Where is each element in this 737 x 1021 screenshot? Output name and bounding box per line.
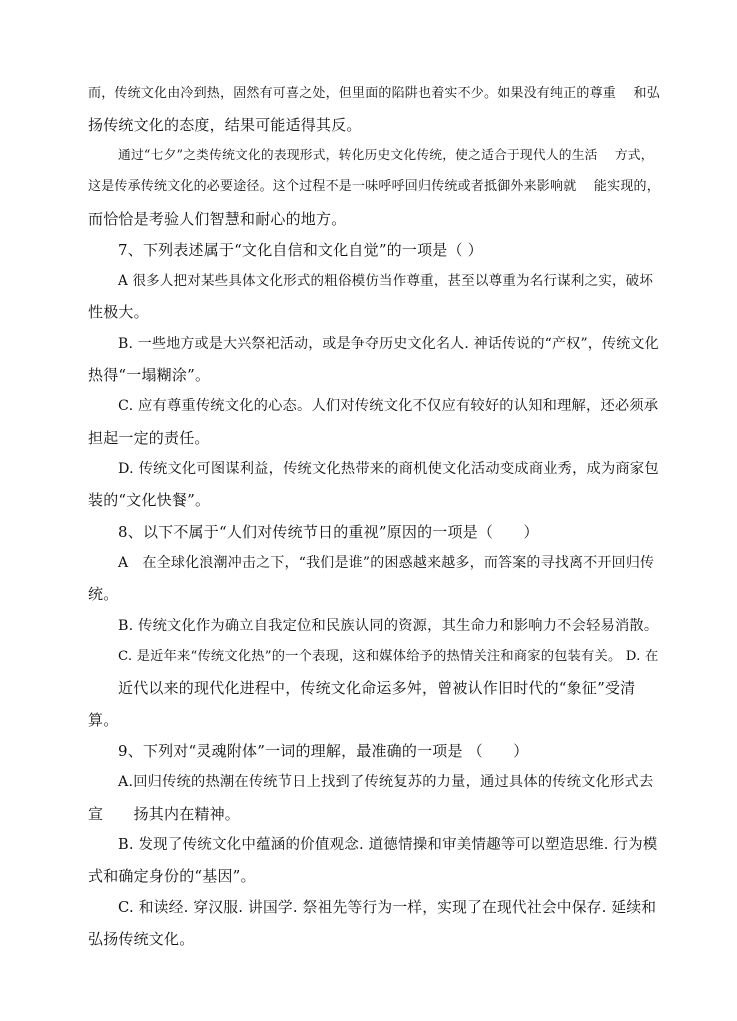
text-line: 统。 <box>88 585 119 603</box>
option-7a: A 很多人把对某些具体文化形式的粗俗模仿当作尊重，甚至以尊重为名行谋利之实，破坏 <box>118 273 654 289</box>
option-8c-8d: C. 是近年来“传统文化热”的一个表现，这和媒体给予的热情关注和商家的包装有关。 D. 在 <box>118 649 659 664</box>
text-line: 宣 扬其内在精神。 <box>88 805 241 823</box>
option-8a: A 在全球化浪潮冲击之下，“我们是谁”的困惑越来越多，而答案的寻找离不开回归传 <box>118 555 655 571</box>
text-line: 弘扬传统文化。 <box>88 930 195 948</box>
option-9a: A.回归传统的热潮在传统节日上找到了传统复苏的力量，通过具体的传统文化形式去 <box>118 774 654 790</box>
text-line: 近代以来的现代化进程中，传统文化命运多舛，曾被认作旧时代的“象征”受清 <box>118 679 636 697</box>
text-line: 热得“一塌糊涂”。 <box>88 366 211 384</box>
question-8-stem: 8、以下不属于“人们对传统节日的重视”原因的一项是（ ） <box>118 523 539 541</box>
text-line: 担起一定的责任。 <box>88 429 210 447</box>
option-9b: B. 发现了传统文化中蕴涵的价值观念. 道德情操和审美情趣等可以塑造思维. 行为模 <box>118 837 658 853</box>
text-line: 式和确定身份的“基因”。 <box>88 867 256 885</box>
option-8b: B. 传统文化作为确立自我定位和民族认同的资源，其生命力和影响力不会轻易消散。 <box>118 618 659 634</box>
question-7-stem: 7、下列表述属于“文化自信和文化自觉”的一项是（ ） <box>118 241 483 259</box>
option-7c: C. 应有尊重传统文化的心态。人们对传统文化不仅应有较好的认知和理解，还必须承 <box>118 398 659 414</box>
text-line: 而恰恰是考验人们智慧和耐心的地方。 <box>88 210 347 228</box>
text-line: 这是传承传统文化的必要途径。这个过程不是一味呼呼回归传统或者抵御外来影响就 能实现的， <box>88 179 660 194</box>
text-line: 扬传统文化的态度，结果可能适得其反。 <box>88 116 362 134</box>
option-7d: D. 传统文化可图谋利益，传统文化热带来的商机使文化活动变成商业秀，成为商家包 <box>118 461 659 477</box>
text-line: 通过“七夕”之类传统文化的表现形式，转化历史文化传统，使之适合于现代人的生活 方式， <box>118 148 654 163</box>
text-line: 性极大。 <box>88 303 149 321</box>
text-line: 装的“文化快餐”。 <box>88 491 211 509</box>
text-line: 算。 <box>88 711 119 729</box>
option-7b: B. 一些地方或是大兴祭祀活动，或是争夺历史文化名人. 神话传说的“产权”，传统文化 <box>118 336 659 352</box>
text-line: 而，传统文化由冷到热，固然有可喜之处，但里面的陷阱也着实不少。如果没有纯正的尊重 和弘 <box>88 86 660 101</box>
option-9c: C. 和读经. 穿汉服. 讲国学. 祭祖先等行为一样，实现了在现代社会中保存. 延续和 <box>118 899 657 916</box>
question-9-stem: 9、下列对“灵魂附体”一词的理解，最准确的一项是 （ ） <box>118 742 529 760</box>
